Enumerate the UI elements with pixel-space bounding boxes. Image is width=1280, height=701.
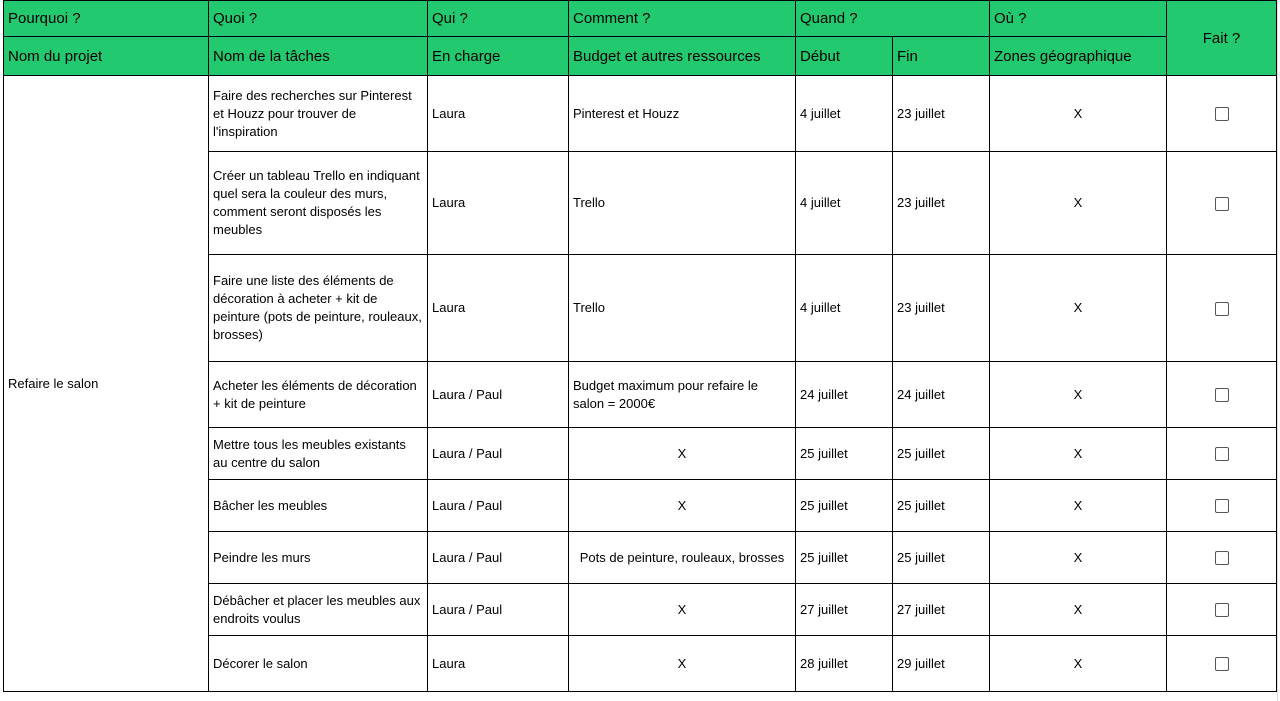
task-name-cell[interactable]: Décorer le salon [209, 636, 428, 692]
budget-cell[interactable]: Pots de peinture, rouleaux, brosses [569, 532, 796, 584]
zone-cell[interactable]: X [990, 636, 1167, 692]
start-date-cell[interactable]: 4 juillet [796, 76, 893, 152]
start-date-cell[interactable]: 4 juillet [796, 255, 893, 362]
owner-cell[interactable]: Laura / Paul [428, 362, 569, 428]
header-comment[interactable]: Comment ? [569, 1, 796, 37]
task-name-cell[interactable]: Peindre les murs [209, 532, 428, 584]
done-cell[interactable] [1167, 584, 1277, 636]
owner-cell[interactable]: Laura [428, 152, 569, 255]
done-cell[interactable] [1167, 255, 1277, 362]
done-checkbox[interactable] [1215, 657, 1229, 671]
header-zones[interactable]: Zones géographique [990, 37, 1167, 76]
task-name-cell[interactable]: Créer un tableau Trello en indiquant quel sera la couleur des murs, comment seront disposés les meubles [209, 152, 428, 255]
start-date-cell[interactable]: 28 juillet [796, 636, 893, 692]
done-cell[interactable] [1167, 480, 1277, 532]
header-row-questions [4, 1, 1277, 37]
start-date-cell[interactable]: 24 juillet [796, 362, 893, 428]
owner-cell[interactable]: Laura / Paul [428, 584, 569, 636]
owner-cell[interactable]: Laura / Paul [428, 480, 569, 532]
task-name-cell[interactable]: Bâcher les meubles [209, 480, 428, 532]
table-row [4, 76, 1277, 152]
done-checkbox[interactable] [1215, 603, 1229, 617]
done-checkbox[interactable] [1215, 197, 1229, 211]
task-name-cell[interactable]: Faire une liste des éléments de décoration à acheter + kit de peinture (pots de peinture, rouleaux, brosses) [209, 255, 428, 362]
end-date-cell[interactable]: 23 juillet [893, 152, 990, 255]
budget-cell[interactable]: Pinterest et Houzz [569, 76, 796, 152]
header-charge[interactable]: En charge [428, 37, 569, 76]
done-checkbox[interactable] [1215, 499, 1229, 513]
end-date-cell[interactable]: 23 juillet [893, 76, 990, 152]
end-date-cell[interactable]: 25 juillet [893, 532, 990, 584]
zone-cell[interactable]: X [990, 362, 1167, 428]
start-date-cell[interactable]: 27 juillet [796, 584, 893, 636]
header-quand[interactable]: Quand ? [796, 1, 990, 37]
project-name-cell[interactable]: Refaire le salon [4, 76, 209, 692]
start-date-cell[interactable]: 4 juillet [796, 152, 893, 255]
header-ou[interactable]: Où ? [990, 1, 1167, 37]
owner-cell[interactable]: Laura / Paul [428, 428, 569, 480]
task-table [3, 0, 1277, 692]
header-qui[interactable]: Qui ? [428, 1, 569, 37]
start-date-cell[interactable]: 25 juillet [796, 428, 893, 480]
header-row-columns [4, 37, 1277, 76]
zone-cell[interactable]: X [990, 532, 1167, 584]
done-cell[interactable] [1167, 636, 1277, 692]
done-checkbox[interactable] [1215, 447, 1229, 461]
task-name-cell[interactable]: Faire des recherches sur Pinterest et Houzz pour trouver de l'inspiration [209, 76, 428, 152]
budget-cell[interactable]: X [569, 428, 796, 480]
done-checkbox[interactable] [1215, 388, 1229, 402]
zone-cell[interactable]: X [990, 255, 1167, 362]
task-name-cell[interactable]: Mettre tous les meubles existants au centre du salon [209, 428, 428, 480]
end-date-cell[interactable]: 29 juillet [893, 636, 990, 692]
sheet-gridline [1277, 0, 1278, 701]
owner-cell[interactable]: Laura / Paul [428, 532, 569, 584]
start-date-cell[interactable]: 25 juillet [796, 532, 893, 584]
zone-cell[interactable]: X [990, 76, 1167, 152]
task-name-cell[interactable]: Acheter les éléments de décoration + kit de peinture [209, 362, 428, 428]
header-debut[interactable]: Début [796, 37, 893, 76]
header-projet[interactable]: Nom du projet [4, 37, 209, 76]
budget-cell[interactable]: Budget maximum pour refaire le salon = 2000€ [569, 362, 796, 428]
header-tache[interactable]: Nom de la tâches [209, 37, 428, 76]
end-date-cell[interactable]: 23 juillet [893, 255, 990, 362]
done-cell[interactable] [1167, 76, 1277, 152]
end-date-cell[interactable]: 25 juillet [893, 428, 990, 480]
done-cell[interactable] [1167, 428, 1277, 480]
budget-cell[interactable]: X [569, 584, 796, 636]
zone-cell[interactable]: X [990, 428, 1167, 480]
zone-cell[interactable]: X [990, 152, 1167, 255]
done-checkbox[interactable] [1215, 551, 1229, 565]
done-cell[interactable] [1167, 152, 1277, 255]
end-date-cell[interactable]: 24 juillet [893, 362, 990, 428]
done-cell[interactable] [1167, 362, 1277, 428]
task-name-cell[interactable]: Débâcher et placer les meubles aux endroits voulus [209, 584, 428, 636]
budget-cell[interactable]: Trello [569, 152, 796, 255]
planning-sheet [3, 0, 1277, 692]
owner-cell[interactable]: Laura [428, 76, 569, 152]
done-checkbox[interactable] [1215, 107, 1229, 121]
done-cell[interactable] [1167, 532, 1277, 584]
start-date-cell[interactable]: 25 juillet [796, 480, 893, 532]
zone-cell[interactable]: X [990, 584, 1167, 636]
header-fait[interactable]: Fait ? [1167, 1, 1277, 76]
budget-cell[interactable]: X [569, 480, 796, 532]
budget-cell[interactable]: X [569, 636, 796, 692]
owner-cell[interactable]: Laura [428, 255, 569, 362]
header-quoi[interactable]: Quoi ? [209, 1, 428, 37]
budget-cell[interactable]: Trello [569, 255, 796, 362]
owner-cell[interactable]: Laura [428, 636, 569, 692]
end-date-cell[interactable]: 25 juillet [893, 480, 990, 532]
end-date-cell[interactable]: 27 juillet [893, 584, 990, 636]
done-checkbox[interactable] [1215, 302, 1229, 316]
header-fin[interactable]: Fin [893, 37, 990, 76]
header-budget[interactable]: Budget et autres ressources [569, 37, 796, 76]
header-pourquoi[interactable]: Pourquoi ? [4, 1, 209, 37]
zone-cell[interactable]: X [990, 480, 1167, 532]
